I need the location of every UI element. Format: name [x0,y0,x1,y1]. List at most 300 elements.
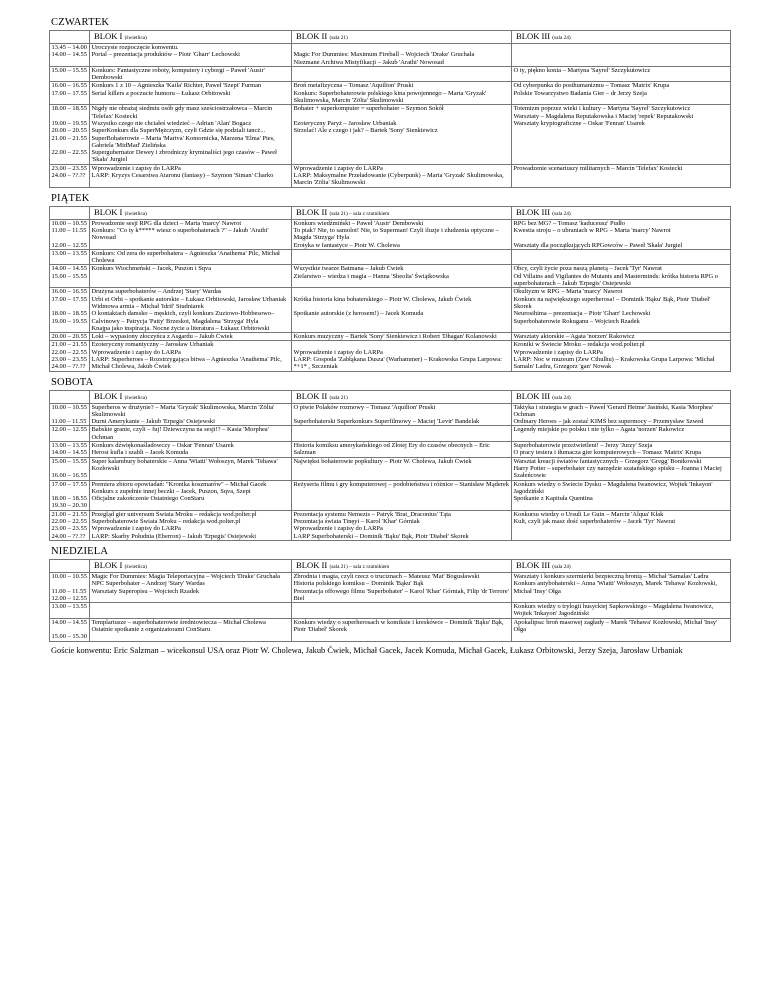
cell-line: 13.00 – 13.55 [51,442,87,450]
cell-line [52,580,88,587]
cell-line: Konkurs z zupełnie innej beczki – Jacek, Puszon, Sqva, Szept [91,487,251,495]
cell-line: 11.00 – 11.55 [51,587,87,595]
cell-line: Uroczyste rozpoczęcie konwentu. [91,44,179,51]
session-cell-b1 [90,44,292,67]
cell-line: Od Villains and Vigilantes do Mutants and Masterminds: krótka historia RPG o superbohaterach – Jakub 'Erpegis' Osiejewski [513,272,718,288]
cell-line: Niezmane Archiwa Mistyfikacji – Jakub 'Arathi' Nowosad [293,58,444,66]
cell-line: LARP: Superheroes – Rozstrzygająca bitwa – Agnieszka 'Anathema' Pilc, Michał Cholewa, Jakub Ćwiek [91,355,282,371]
session-cell-b3 [512,618,731,641]
cell-line: Konkurs antybohaterski – Anna 'Wiatti' Wołoszyn, Marek 'Tehawa' Kozłowski, Michał 'Insy' Ołga [513,580,718,595]
time-cell [50,403,90,426]
block-label: BLOK I [94,206,123,217]
cell-line: Serial killers a poczucie humoru – Łukasz Orbitowski [91,89,231,97]
cell-line [294,288,510,295]
session-cell-b1 [90,572,292,602]
session-cell-b2 [292,510,512,540]
cell-line: Od cyberpunka do posthumanizmu – Tomasz 'Matrix' Krupa [513,82,670,90]
cell-line: Historia polskiego komiksu – Dominik 'Bąku' Bąk [293,580,424,588]
time-cell [50,572,90,602]
corner-cell [50,390,90,403]
cell-line: Babskie granie, czyli – fuj! Dziewczyna na sesji!? – Kasia 'Morphea' Ochman [91,426,269,441]
block-room: (świetlica) [124,394,147,401]
cell-line: LARP: Noc w muzeum (Zew Cthulhu) – Krakowska Grupa Larpowa: 'Michał Samaln' Ladra, Grzegorz 'gan' Nowak [513,355,715,371]
time-cell [50,44,90,67]
cell-line: 17.00 – 17.55 [51,89,87,97]
cell-line: Strzelać! Ale z czego i jak? – Bartek 'Sony' Sienkiewicz [293,127,438,135]
cell-line: Konkurs dźwiękonaśladowczy – Oskar 'Fenran' Usarek [91,442,234,450]
cell-line: Prowadzenie scenariuszy militarnych – Marcin 'Telefax' Kostecki [513,164,683,172]
time-cell [50,618,90,641]
time-cell [50,457,90,480]
cell-line [294,411,510,418]
cell-line [52,303,88,310]
block-header [512,390,731,403]
session-cell-b2 [292,426,512,442]
session-cell-b1 [90,480,292,510]
cell-line: Superbohaterowie Rokuganu – Wojciech Rzadek [513,317,640,325]
cell-line: 17.00 – 17.55 [51,295,87,303]
cell-line [52,465,88,472]
program-page [49,16,730,656]
block-label: BLOK III [516,559,551,570]
cell-line: Wprowadzenie i zapisy do LARPa [293,525,383,533]
session-cell-b3 [512,249,731,265]
cell-line: 15.00 – 15.55 [51,457,87,465]
cell-line: Zielarstwo – wiedza i magia – Hanna 'Sheolia' Świątkowska [293,272,449,280]
time-cell [50,288,90,333]
session-cell-b3 [512,341,731,371]
table-row [50,618,731,641]
cell-line: Polskie Towarzystwo Badania Gier – dr Jerzy Szeja [513,89,647,97]
session-cell-b3 [512,510,731,540]
cell-line: RPG bez MG? – Tomasz 'kaduceusz' Pudło [513,219,626,227]
time-cell [50,426,90,442]
table-row [50,82,731,105]
cell-line [52,142,88,149]
block-header [292,31,512,44]
block-label: BLOK III [516,206,551,217]
session-cell-b2 [292,288,512,333]
cell-line: Superbohaterski Superkonkurs Superfilmowy – Maciej 'Levir' Bandelak [293,418,480,426]
schedule-table [49,206,731,372]
time-cell [50,442,90,458]
block-label: BLOK I [94,559,123,570]
session-cell-b1 [90,265,292,288]
block-room: (świetlica) [124,210,147,217]
table-row [50,341,731,371]
session-cell-b2 [292,105,512,164]
time-cell [50,164,90,187]
block-header [292,206,512,219]
cell-line: Super kalambury bohaterskie – Anna 'Wiatti' Wołoszyn, Marek 'Tehawa' Kozłowski [91,457,278,472]
cell-line: 17.00 – 17.55 [51,480,87,488]
schedule-days [49,16,730,642]
table-row [50,426,731,442]
block-label: BLOK I [94,390,123,401]
session-cell-b2 [292,82,512,105]
session-cell-b2 [292,341,512,371]
cell-line: 21.00 – 21.55 [51,341,87,349]
cell-line: 23.00 – 23.55 [51,355,87,363]
cell-line [52,488,88,495]
cell-line: 12.00 – 12.55 [51,594,87,602]
cell-line: Okultyzm w RPG – Marta 'marcy' Nawrot [513,288,623,296]
session-cell-b1 [90,333,292,341]
cell-line: Magic For Dummies: Maximum Fireball – Wojciech 'Drake' Gruchała [293,51,475,59]
day-section [49,16,730,188]
cell-line: Wszystkie twarze Batmana – Jakub Ćwiek [293,265,404,273]
session-cell-b1 [90,249,292,265]
block-room: (sala 24) [552,35,571,41]
cell-line: Broń metafizyczna – Tomasz 'Aquilion' Pruski [293,82,414,90]
session-cell-b2 [292,249,512,265]
session-cell-b3 [512,66,731,82]
block-room: (sala 21) – sala z rzutnikiem [329,210,390,217]
cell-line: Kwestia stroju – o ubraniach w RPG – Marta 'marcy' Nawrot [513,226,671,234]
cell-line: 15.00 – 15.55 [51,272,87,280]
cell-line: Przegląd gier universum Świata Mroku – redakcja wod.polter.pl [91,510,257,518]
cell-line: 12.00 – 12.55 [51,241,87,249]
session-cell-b1 [90,288,292,333]
cell-line: Neurosihima – prezentacja – Piotr 'Gharr' Lechowski [513,310,651,318]
cell-line: 20.00 – 20.55 [51,127,87,135]
cell-line: Wprowadzenie i zapisy do LARPa [91,164,181,172]
corner-cell [50,31,90,44]
block-label: BLOK II [296,206,328,217]
block-header [512,559,731,572]
cell-line: 16.00 – 16.55 [51,288,87,296]
table-row [50,510,731,540]
cell-line [294,303,510,310]
session-cell-b1 [90,66,292,82]
header-row [50,559,731,572]
cell-line [294,44,510,51]
block-header [292,390,512,403]
cell-line: Wprowadzenie i zapisy do LARPa [91,348,181,356]
cell-line: 19.30 – 20.30 [51,502,87,510]
cell-line: Apokalipsa: broń masowej zagłady – Marek 'Tehawa' Kozłowski, Michał 'Insy' Ołga [513,618,718,633]
session-cell-b3 [512,82,731,105]
guests-note: Goście konwentu: Eric Salzman – wicekonsul USA oraz Piotr W. Cholewa, Jakub Ćwiek, Michał Gacek, Jacek Komuda, Michał Gacek, Łukasz Orbitowski, Jerzy Szeja, Jarosław Urbaniak [51,645,683,655]
block-room: (sala 21) – sala z rzutnikiem [329,563,390,570]
table-row [50,603,731,619]
time-cell [50,219,90,249]
cell-line: Loki – wypasiony złoczyńca z Asgardu – Jakub Ćwiek [91,333,233,341]
session-cell-b3 [512,426,731,442]
schedule-table [49,559,731,642]
cell-line: 13.45 – 14.00 [51,44,87,51]
session-cell-b2 [292,603,512,619]
cell-line: 18.00 – 18.55 [51,495,87,503]
cell-line: Warsztaty kryptograficzne – Oskar 'Fenran' Usarek [513,119,645,127]
session-cell-b2 [292,265,512,288]
time-cell [50,510,90,540]
day-title: SOBOTA [51,376,94,388]
table-row [50,44,731,67]
day-title: PIĄTEK [51,192,90,204]
block-label: BLOK II [296,390,328,401]
cell-line: Warsztaty i konkurs szermierki bezpieczną bronią – Michał 'Samalas' Ladra [513,572,709,580]
schedule-table [49,30,731,188]
session-cell-b3 [512,105,731,164]
cell-line: 15.00 – 15.30 [51,633,87,641]
session-cell-b1 [90,403,292,426]
cell-line: Premiera zbioru opowiadań: "Kronika koszmarów" – Michał Gacek [91,480,267,488]
cell-line: 13.00 – 13.55 [51,249,87,257]
cell-line: Wprowadzenie i zapisy do LARPa [293,348,383,356]
cell-line: Wprowadzenie i zapisy do LARPa [513,348,603,356]
cell-line: Warsztaty – Magdalena Reputakowska i Maciej 'repek' Reputakowski [513,112,694,120]
session-cell-b1 [90,457,292,480]
cell-line: 22.00 – 22.55 [51,149,87,157]
header-row [50,31,731,44]
cell-line: Konkurs 1 z 10 – Agnieszka 'Kaila' Richter, Paweł 'Szept' Furman [91,82,262,90]
cell-line: 16.00 – 16.55 [51,82,87,90]
corner-cell [50,206,90,219]
session-cell-b2 [292,618,512,641]
cell-line: O ty, piękno konia – Martyna 'Sayrel' Szczykutowicz [513,66,651,74]
cell-line: Konkurs wiedźmiński – Paweł 'Ausir' Dembowski [293,219,424,227]
session-cell-b3 [512,333,731,341]
cell-line: Krótka historia kina bohaterskiego – Piotr W. Cholewa, Jakub Ćwiek [293,295,472,303]
cell-line: Historia komiksu amerykańskiego od Złotej Ery do czasów obecnych – Eric Salzman [293,442,490,457]
cell-line: Erotyka w fantastyce – Piotr W. Cholewa [293,241,400,249]
cell-line: Widmowa armia – Michał 'Idrif' Studniarek [91,302,204,310]
time-cell [50,249,90,265]
cell-line: Superheros w drużynie? – Marta 'Gryzak' Skulimowska, Marcin 'Zölta' Skulimowski [91,403,275,418]
session-cell-b2 [292,219,512,249]
cell-line: Konkurs: Od zera do superbohatera – Agnieszka 'Anathema' Pilc, Michał Cholewa [91,249,280,265]
cell-line [514,234,729,241]
cell-line: Wszystko czego nie chciałeś wiedzieć – Adrian 'Alan' Bogacz [91,119,252,127]
cell-line: Konkurs Wiochmeński – Jacek, Puszon i Sqva [91,265,212,273]
time-cell [50,105,90,164]
block-room: (świetlica) [124,563,147,570]
time-cell [50,66,90,82]
cell-line: LARP: Skarby Południa (Eberron) – Jakub 'Erpegis' Osiejewski [91,532,256,540]
cell-line: Kroniki w Świecie Mroku – redakcja wod.polter.pl [513,341,645,349]
table-row [50,249,731,265]
table-row [50,480,731,510]
cell-line: Warsztaty Superopisu – Wojciech Rzadek [91,587,200,595]
cell-line: Konkurs wiedzy o Świecie Dysku – Magdalena Iwanowicz, Wojtek 'Inkayon' Jagodziński [513,480,713,495]
cell-line: Konkurs muzyczny – Bartek 'Sony' Sienkiewicz i Robert 'Dhagan' Kolanowski [293,333,497,341]
cell-line: Superbohaterowie Świata Mroku – redakcja wod.polter.pl [91,518,241,526]
session-cell-b3 [512,572,731,602]
cell-line: 15.00 – 15.55 [51,66,87,74]
session-cell-b1 [90,618,292,641]
cell-line: To ptak? Nie, to samolot! Nie, to Superman! Czyli iluzje i złudzenia optyczne – Magda 'Strzyga' Hyla [293,226,499,242]
header-row [50,206,731,219]
block-header [90,31,292,44]
cell-line: 11.00 – 11.55 [51,418,87,426]
table-row [50,164,731,187]
block-room: (świetlica) [124,35,147,41]
cell-line: LARP Superbohaterski – Dominik 'Bąku' Bąk, Piotr 'Diabeł' Skorek [293,532,469,540]
time-cell [50,333,90,341]
cell-line: 21.00 – 21.55 [51,510,87,518]
cell-line: Ezoteryczny Paryż – Jarosław Urbaniak [293,119,397,127]
day-section [49,376,730,541]
cell-line: 10.00 – 10.55 [51,403,87,411]
cell-line: 14.00 – 14.55 [51,449,87,457]
cell-line: Prezentacja systemu Nemezis – Patryk 'Brat_Draconius' Tąta [293,510,451,518]
cell-line: 21.00 – 21.55 [51,134,87,142]
cell-line: Ordinary Heroes – jak zostać KIMŚ bez supermocy – Przemysław Szwed [513,418,704,426]
time-cell [50,82,90,105]
table-row [50,105,731,164]
session-cell-b3 [512,44,731,67]
schedule-table [49,390,731,541]
cell-line: Oficjalne zakończenie Ostatniego ConStaru [91,495,205,503]
table-row [50,66,731,82]
cell-line: 13.00 – 13.55 [51,603,87,611]
block-label: BLOK II [296,31,328,41]
block-header [90,390,292,403]
session-cell-b1 [90,510,292,540]
cell-line: Totemizm poprzez wieki i kultury – Martyna 'Sayrel' Szczykutowicz [513,105,691,113]
cell-line [52,234,88,241]
cell-line: SuperKonkurs dla SuperMężczyzn, czyli Gdzie się podziali tancż... SuperBohaterowie – Marta 'Martva' Komornicka, Marzena 'Elma' Pies, Gabriela 'MidMad' Zielińska [91,127,275,149]
session-cell-b3 [512,265,731,288]
cell-line: Bohater + superkomputer = superbohater – Szymon Sokół [293,105,444,113]
cell-line: Warsztaty dla początkujących RPGowców – Paweł 'Skała' Jurgiel [513,241,683,249]
cell-line: Konkurs wiedzy o trylogii husyckiej Sapkowskiego – Magdalena Iwanowicz, Wojtek 'Inkayon' Jagodziński [513,603,714,618]
cell-line [52,113,88,120]
cell-line: Konkurs wiedzy o superherosach w komiksie i kreskówce – Dominik 'Bąku' Bąk, Piotr 'Diabeł' Skorek [293,618,504,633]
table-row [50,219,731,249]
session-cell-b3 [512,457,731,480]
table-row [50,403,731,426]
cell-line: Prezentacja offowego filmu 'Superbohater' – Karol 'Khar' Górniak, Filip 'dr Terrore' Biel [293,587,509,602]
cell-line: Prezentacja świata Tinęyi – Karol 'Khar' Górniak [293,518,420,526]
cell-line: Wprowadzenie i zapisy do LARPa [293,164,383,172]
cell-line: Konkurs na największego superherosa! – Dominik 'Bąku' Bąk, Piotr 'Diabeł' Skorek [513,295,711,310]
block-room: (sala 21) [329,394,348,401]
cell-line: 24.00 – ??.?? [51,172,86,180]
cell-line [294,113,510,120]
block-room: (sala 21) [329,35,348,41]
session-cell-b2 [292,480,512,510]
block-label: BLOK I [94,31,123,41]
block-header [292,559,512,572]
cell-line: Harry Potter – superbohater czy narzędzie szatańskiego spisku – Joanna i Maciej Szałeńcowie [513,464,722,480]
cell-line: 22.00 – 22.55 [51,518,87,526]
block-header [90,206,292,219]
header-row [50,390,731,403]
cell-line: Reżyseria filmu i gry komputerowej – podobieństwa i różnice – Stanisław Mąderek [293,480,509,488]
cell-line: Magic For Dummies: Magia Teleportacyjna – Wojciech 'Drake' Gruchała [91,572,280,580]
cell-line: Legendy miejskie po polsku i nie tylko – Agata 'norzen' Rakowicz [513,426,685,434]
session-cell-b1 [90,442,292,458]
session-cell-b2 [292,403,512,426]
cell-line: Taktyka i strategia w grach – Paweł 'Gerard Heime' Jasiński, Kasia 'Morphea' Ochman [513,403,713,418]
table-row [50,442,731,458]
time-cell [50,603,90,619]
corner-cell [50,559,90,572]
cell-line: Kult, czyli jak masz dość superbohaterów – Jacek 'Tyr' Nawrat [513,518,676,526]
cell-line: Zbrodnia i magia, czyli rzecz o truciznach – Mateusz 'Mat' Bogusławski [293,572,480,580]
cell-line: Obcy, czyli życie poza naszą planetą – Jacek 'Tyr' Nawrat [513,265,662,273]
cell-line: 19.00 – 19.55 [51,119,87,127]
cell-line: Spotkanie autorskie (z herosem!) – Jacek Komuda [293,310,424,318]
cell-line: 14.00 – 14.55 [51,265,87,273]
block-header [512,31,731,44]
session-cell-b2 [292,44,512,67]
cell-line: Herosi kufla i szabli – Jacek Komuda [91,449,189,457]
day-title: NIEDZIELA [51,545,109,557]
cell-line: Wprowadzenie i zapisy do LARPa [91,525,181,533]
cell-line: 20.00 – 20.55 [51,333,87,341]
cell-line: Drużyna superbohaterów – Andrzej 'Stary' Wardas [91,288,222,296]
block-header [512,206,731,219]
time-cell [50,480,90,510]
cell-line: 23.00 – 23.55 [51,525,87,533]
day-section [49,545,730,642]
session-cell-b3 [512,603,731,619]
cell-line: Warsztat kreacji światów fantastycznych – Grzegorz 'Gregg' Bonikowski [513,457,702,465]
cell-line: Templariusze – superbohaterowie średniowiecza – Michał Cholewa [91,618,266,626]
session-cell-b2 [292,457,512,480]
time-cell [50,265,90,288]
cell-line: Konkurs: Fantastyczne roboty, komputery i cyborgi – Paweł 'Ausir' Dembowski [91,66,265,82]
cell-line: Spotkanie z Kapituła Quentina [513,495,593,503]
cell-line: 16.00 – 16.55 [51,472,87,480]
cell-line: 14.00 – 14.55 [51,51,87,59]
block-label: BLOK II [296,559,328,570]
cell-line: NPC Superbohater – Andrzej 'Stary' Wardas [91,580,205,588]
cell-line: 22.00 – 22.55 [51,348,87,356]
session-cell-b2 [292,164,512,187]
session-cell-b2 [292,572,512,602]
cell-line: Nigdy nie obrażaj siedmiu osób gdy masz sześciostrzałowca – Marcin 'Telefax' Kostecki [91,105,273,120]
cell-line: Ostatnie spotkanie z organizatorami ConStaru [91,626,211,633]
session-cell-b1 [90,219,292,249]
session-cell-b1 [90,341,292,371]
cell-line: 23.00 – 23.55 [51,164,87,172]
cell-line: Supergubernator Dewey i zbrodniczy kryminaliści jego czasów – Paweł 'Skała' Jurgiel [91,149,277,164]
cell-line: 14.00 – 14.55 [51,618,87,626]
session-cell-b1 [90,82,292,105]
cell-line: O piwie Polaków rozmowy – Tomasz 'Aquilion' Pruski [293,403,436,411]
cell-line: Konkurs: "Co ty k***** wiesz o superbohaterach ?" – Jakub 'Arathi' Nowosad [91,226,269,242]
block-room: (sala 24) [552,210,571,217]
cell-line: O kontaktach damsko – męskich, czyli konkurs Zuziowo-Hobbesowo–Calvinowy – Patrycja 'Patty' Brzeskot, Magdalena 'Strzyga' Hyla [91,310,275,325]
cell-line: 18.00 – 18.55 [51,310,87,318]
block-room: (sala 24) [552,394,571,401]
cell-line: LARP: Maksymalne Przeładowanie (Cyberpunk) – Marta 'Gryzak' Skulimowska, Marcin 'Zölta' Skulimowski [293,172,504,187]
cell-line: 10.00 – 10.55 [51,572,87,580]
table-row [50,265,731,288]
day-title: CZWARTEK [51,17,110,28]
time-cell [50,341,90,371]
cell-line: Durni Amerykanie – Jakub 'Erpegis' Osiejewski [91,418,215,426]
session-cell-b1 [90,603,292,619]
cell-line: LARP: Gospoda 'Zabłąkana Dusza' (Warhammer) – Krakowska Grupa Larpowa: *+1* , Szczeniak [293,355,502,371]
session-cell-b2 [292,333,512,341]
block-header [90,559,292,572]
block-label: BLOK III [516,390,551,401]
session-cell-b3 [512,219,731,249]
cell-line: 12.00 – 12.55 [51,426,87,434]
table-row [50,333,731,341]
cell-line: Ezoteryczny romantyczny – Jarosław Urbaniak [91,341,214,349]
session-cell-b1 [90,164,292,187]
cell-line: O pracy testera i tłumacza gier komputerowych – Tomasz 'Matrix' Krupa [513,449,702,457]
cell-line: Portal – prezentacja produktów – Piotr 'Gharr' Lechowski [91,51,240,59]
cell-line: Knajpa jako inspiracja. Nocne życie a literatura – Łukasz Orbitowski [91,324,270,332]
cell-line: 24.00 – ??.?? [51,532,86,540]
